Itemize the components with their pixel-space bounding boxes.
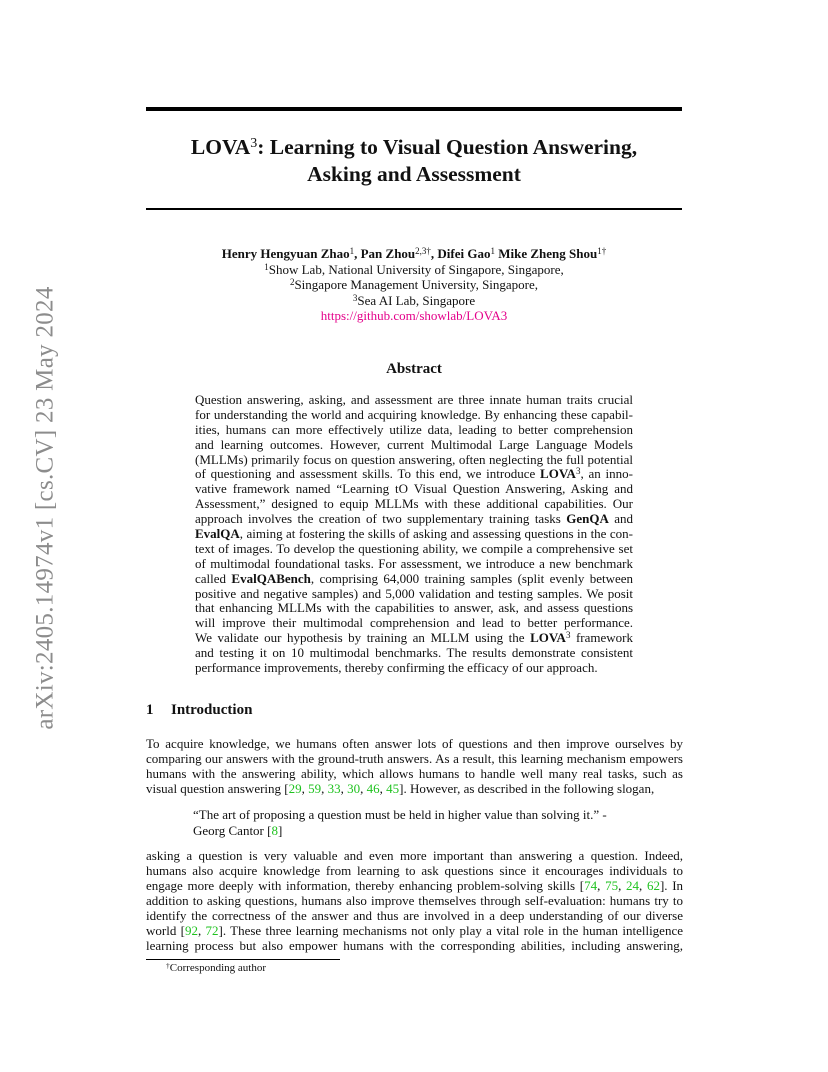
abstract-line: for understanding the world and acquiring knowledge. By enhancing these capabil-	[195, 406, 633, 422]
text-run: of questioning and assessment skills. To this end, we introduce	[195, 466, 541, 482]
author-affil-mark: 1	[490, 246, 495, 256]
arxiv-identifier-stamp	[28, 256, 64, 760]
paragraph-line: engage more deeply with information, thereby enhancing problem-solving skills [74, 75, 24, 62]. In	[146, 878, 684, 893]
author-affil-mark: 1	[349, 246, 355, 256]
text-run: ]. These three learning mechanisms not only play a vital role in the human intelligence	[218, 923, 683, 938]
section-title: Introduction	[171, 702, 253, 718]
section-heading-introduction	[146, 702, 252, 719]
quote-line: “The art of proposing a question must be held in higher value than solving it.” -	[193, 807, 607, 822]
footnote	[166, 962, 266, 974]
abstract-line: (MLLMs) primarily focus on question answering, often neglecting the full potential	[195, 451, 633, 467]
abstract-line: Assessment,” designed to equip MLLMs with these additional capabilities. Our	[195, 496, 633, 512]
paragraph-line: identify the correctness of the answer and thus are involved in a deep understanding of our diverse	[146, 908, 683, 923]
abstract-line	[195, 572, 633, 587]
intro-paragraph-1	[146, 736, 683, 796]
abstract-line	[195, 631, 633, 646]
text-run: framework	[570, 630, 634, 646]
paragraph-line: humans with the answering ability, which allows humans to handle well many real tasks, such as	[146, 766, 683, 781]
text-run: ]. In	[659, 878, 684, 893]
affil-mark: 2	[289, 277, 295, 287]
text-run: Georg Cantor [	[193, 822, 272, 838]
citation-link[interactable]: 30	[347, 781, 361, 796]
quote-attribution	[193, 823, 607, 839]
paragraph-line: To acquire knowledge, we humans often answer lots of questions and then improve ourselves by	[146, 736, 683, 751]
footnote-mark: †	[166, 961, 170, 970]
citation-link[interactable]: 72	[205, 923, 219, 938]
text-run: and	[608, 511, 633, 527]
abstract-line: Question answering, asking, and assessment are three innate human traits crucial	[195, 392, 633, 407]
abstract-body	[195, 393, 633, 676]
citation-link[interactable]: 8	[271, 822, 278, 838]
citation-link[interactable]: 45	[386, 781, 400, 796]
cantor-quote	[193, 807, 607, 838]
section-number: 1	[146, 702, 154, 718]
affiliation-text: Singapore Management University, Singapore,	[294, 277, 539, 292]
text-run: , an inno-	[580, 466, 633, 482]
abstract-line: ities, humans can more effectively utilize data, leading to better comprehension	[195, 421, 633, 437]
superscript: 3	[575, 466, 581, 477]
text-run: engage more deeply with information, thereby enhancing problem-solving skills [	[146, 878, 585, 893]
abstract-line	[195, 527, 633, 542]
affiliation-1	[146, 262, 682, 278]
title-top-rule	[146, 107, 682, 111]
affil-mark: 1	[264, 261, 269, 272]
footnote-text: Corresponding author	[169, 962, 266, 974]
affiliation-2	[146, 277, 682, 293]
author-affil-mark: 2,3†	[415, 246, 431, 256]
abstract-line: of multimodal foundational tasks. For assessment, we introduce a new benchmark	[195, 555, 633, 571]
abstract-line	[195, 512, 633, 527]
repository-link[interactable]: https://github.com/showlab/LOVA3	[320, 308, 508, 323]
title-text: LOVA	[190, 135, 251, 159]
citation-link[interactable]: 24	[626, 878, 639, 893]
text-run: visual question answering [	[146, 781, 289, 796]
title-text-rest: : Learning to Visual Question Answering,	[257, 135, 638, 159]
author-names	[146, 246, 682, 262]
citation-link[interactable]: 59	[308, 781, 322, 796]
abstract-line: will improve their multimodal comprehension and lead to better performance.	[195, 615, 633, 631]
text-run: , comprising 64,000 training samples (split evenly between	[310, 570, 633, 586]
footnote-rule	[146, 959, 340, 960]
bold-term: LOVA	[530, 630, 566, 646]
author-block	[146, 246, 682, 324]
abstract-line: and learning outcomes. However, current Multimodal Large Language Models	[195, 436, 633, 452]
intro-paragraph-2	[146, 848, 683, 953]
affiliation-text: Show Lab, National University of Singapore, Singapore,	[268, 261, 564, 277]
citation-link[interactable]: 62	[646, 878, 660, 893]
author-affil-mark: 1†	[597, 246, 607, 256]
citation-link[interactable]: 75	[605, 878, 619, 893]
author-name: , Pan Zhou	[354, 246, 416, 261]
author-name: , Difei Gao	[430, 246, 491, 261]
text-run: called	[195, 570, 232, 586]
citation-link[interactable]: 74	[584, 878, 598, 893]
text-run: , aiming at fostering the skills of asking and assessing questions in the con-	[239, 526, 633, 542]
paper-title	[146, 134, 682, 188]
arxiv-id-text: arXiv:2405.14974v1 [cs.CV] 23 May 2024	[32, 286, 60, 730]
paragraph-line: comparing our answers with the ground-truth answers. As a result, this learning mechanism empowers	[146, 751, 683, 766]
paragraph-line: learning process but also empower humans with the corresponding abilities, including answering,	[146, 938, 683, 953]
affiliation-text: Sea AI Lab, Singapore	[357, 292, 476, 308]
title-line-2: Asking and Assessment	[307, 162, 521, 186]
abstract-heading: Abstract	[386, 361, 442, 377]
abstract-line: performance improvements, thereby confirming the efficacy of our approach.	[195, 660, 598, 676]
abstract-line: vative framework named “Learning tO Visual Question Answering, Asking and	[195, 481, 633, 497]
paragraph-line: humans also acquire knowledge from learning to ask questions since it encourages individuals to	[146, 863, 683, 878]
bold-term: LOVA	[540, 466, 576, 482]
text-run: ]. However, as described in the following slogan,	[399, 781, 655, 796]
paragraph-line: world [92, 72]. These three learning mechanisms not only play a vital role in the human intelligence	[146, 923, 683, 938]
citation-link[interactable]: 46	[366, 781, 380, 796]
text-run: approach involves the creation of two supplementary training tasks	[195, 511, 567, 527]
text-run: ]	[277, 822, 283, 838]
bold-term: EvalQABench	[231, 570, 311, 586]
paragraph-line: visual question answering [29, 59, 33, 30, 46, 45]. However, as described in the following slogan,	[146, 781, 655, 796]
title-bottom-rule	[146, 208, 682, 210]
abstract-line: text of images. To develop the questioning ability, we compile a comprehensive set	[195, 540, 633, 556]
superscript: 3	[565, 630, 571, 641]
paragraph-line: addition to asking questions, humans also improve themselves through self-evaluation: humans try to	[146, 893, 683, 908]
paragraph-line: asking a question is very valuable and even more important than answering a question. Indeed,	[146, 848, 683, 863]
abstract-line: positive and negative samples) and 5,000 validation and testing samples. We posit	[195, 585, 633, 601]
citation-link[interactable]: 33	[327, 781, 341, 796]
title-superscript: 3	[250, 136, 258, 151]
abstract-line: and testing it on 10 multimodal benchmarks. The results demonstrate consistent	[195, 645, 633, 661]
bold-term: GenQA	[566, 511, 609, 527]
abstract-line	[195, 467, 633, 482]
author-name: Mike Zheng Shou	[495, 246, 598, 261]
bold-term: EvalQA	[195, 526, 240, 542]
text-run: world [	[146, 923, 185, 938]
author-name: Henry Hengyuan Zhao	[221, 246, 350, 261]
citation-link[interactable]: 29	[288, 781, 302, 796]
affil-mark: 3	[352, 292, 358, 303]
abstract-line: that enhancing MLLMs with the capabilities to answer, ask, and assess questions	[195, 600, 633, 616]
affiliation-3	[146, 293, 682, 309]
text-run: We validate our hypothesis by training an MLLM using the	[195, 630, 531, 646]
citation-link[interactable]: 92	[184, 923, 198, 938]
